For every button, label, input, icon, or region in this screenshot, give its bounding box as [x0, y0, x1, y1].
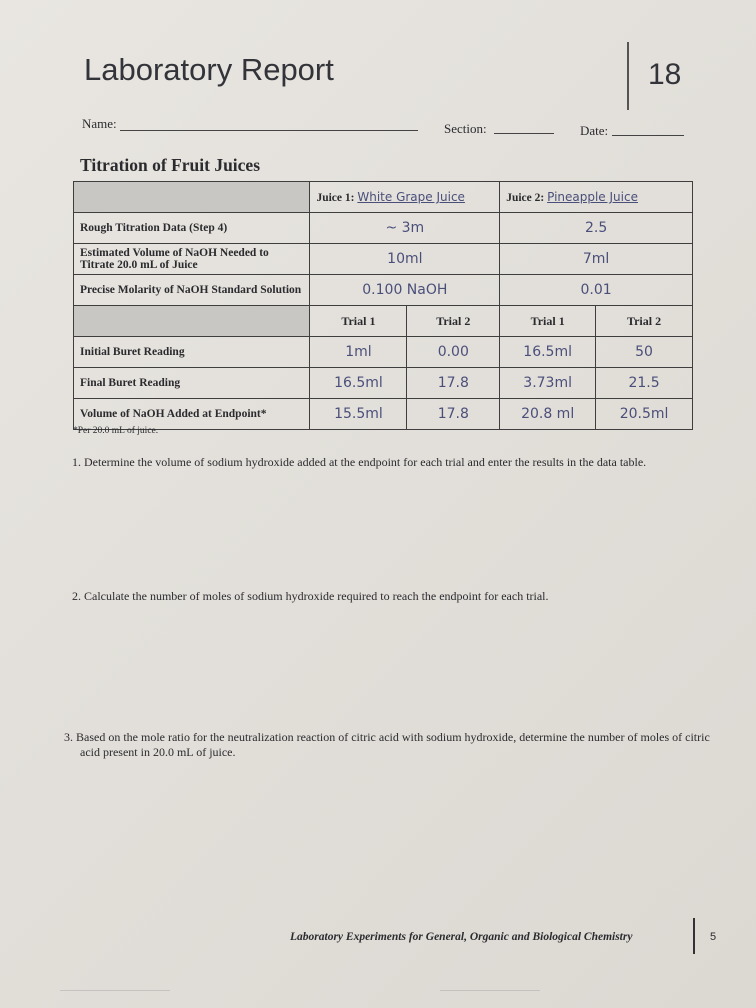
question-2: 2. Calculate the number of moles of sodium hydroxide required to reach the endpoint for each trial. — [72, 589, 549, 603]
rough-juice2-value[interactable]: 2.5 — [500, 213, 693, 244]
juice1-trial2-header: Trial 2 — [407, 306, 500, 337]
bleed-through-mark — [60, 990, 170, 991]
molarity-juice2-value[interactable]: 0.01 — [500, 275, 693, 306]
name-field[interactable] — [120, 130, 418, 131]
report-title: Laboratory Report — [84, 52, 334, 87]
blank-cell — [74, 306, 310, 337]
volume-added-label: Volume of NaOH Added at Endpoint* — [74, 399, 310, 430]
date-field[interactable] — [612, 135, 684, 136]
juice2-trial1-header: Trial 1 — [500, 306, 596, 337]
section-label: Section: — [444, 121, 487, 136]
page-number: 5 — [710, 931, 717, 943]
chapter-divider — [627, 42, 629, 110]
juice1-label: Juice 1: — [316, 192, 355, 204]
final-j2-t2[interactable]: 21.5 — [596, 368, 693, 399]
estimated-juice2-value[interactable]: 7ml — [500, 244, 693, 275]
juice1-trial1-header: Trial 1 — [310, 306, 407, 337]
juice1-name[interactable]: White Grape Juice — [357, 190, 465, 204]
question-3: 3. Based on the mole ratio for the neutralization reaction of citric acid with sodium hydroxide, determine the number of moles of citric acid present in 20.0 mL of juice. — [64, 730, 710, 759]
date-label: Date: — [580, 123, 609, 138]
final-reading-label: Final Buret Reading — [74, 368, 310, 399]
estimated-volume-label: Estimated Volume of NaOH Needed to Titrate 20.0 mL of Juice — [74, 244, 310, 275]
experiment-title: Titration of Fruit Juices — [80, 155, 261, 175]
table-row — [74, 213, 693, 244]
section-field[interactable] — [494, 133, 554, 134]
table-row — [74, 399, 693, 430]
initial-j2-t2[interactable]: 50 — [596, 337, 693, 368]
final-j1-t1[interactable]: 16.5ml — [310, 368, 407, 399]
table-row — [74, 337, 693, 368]
initial-j1-t1[interactable]: 1ml — [310, 337, 407, 368]
rough-juice1-value[interactable]: ~ 3m — [310, 213, 500, 244]
footer-divider — [693, 918, 695, 954]
juice2-header — [500, 182, 693, 213]
book-title-footer: Laboratory Experiments for General, Organic and Biological Chemistry — [290, 931, 633, 943]
table-row — [74, 182, 693, 213]
juice1-header — [310, 182, 500, 213]
table-footnote: *Per 20.0 mL of juice. — [73, 426, 159, 436]
final-j1-t2[interactable]: 17.8 — [407, 368, 500, 399]
final-j2-t1[interactable]: 3.73ml — [500, 368, 596, 399]
molarity-juice1-value[interactable]: 0.100 NaOH — [310, 275, 500, 306]
table-row — [74, 368, 693, 399]
name-label: Name: — [82, 116, 117, 131]
rough-titration-label: Rough Titration Data (Step 4) — [74, 213, 310, 244]
table-row — [74, 306, 693, 337]
blank-cell — [74, 182, 310, 213]
volume-j1-t1[interactable]: 15.5ml — [310, 399, 407, 430]
table-row — [74, 244, 693, 275]
volume-j2-t1[interactable]: 20.8 ml — [500, 399, 596, 430]
juice2-trial2-header: Trial 2 — [596, 306, 693, 337]
juice2-label: Juice 2: — [506, 192, 545, 204]
initial-j1-t2[interactable]: 0.00 — [407, 337, 500, 368]
volume-j2-t2[interactable]: 20.5ml — [596, 399, 693, 430]
chapter-number: 18 — [648, 58, 682, 91]
question-1: 1. Determine the volume of sodium hydroxide added at the endpoint for each trial and enter the results in the data table. — [72, 455, 647, 469]
initial-reading-label: Initial Buret Reading — [74, 337, 310, 368]
molarity-label: Precise Molarity of NaOH Standard Solution — [74, 275, 310, 306]
estimated-juice1-value[interactable]: 10ml — [310, 244, 500, 275]
initial-j2-t1[interactable]: 16.5ml — [500, 337, 596, 368]
juice2-name[interactable]: Pineapple Juice — [547, 190, 638, 204]
table-row — [74, 275, 693, 306]
data-table — [73, 181, 693, 430]
volume-j1-t2[interactable]: 17.8 — [407, 399, 500, 430]
bleed-through-mark — [440, 990, 540, 991]
